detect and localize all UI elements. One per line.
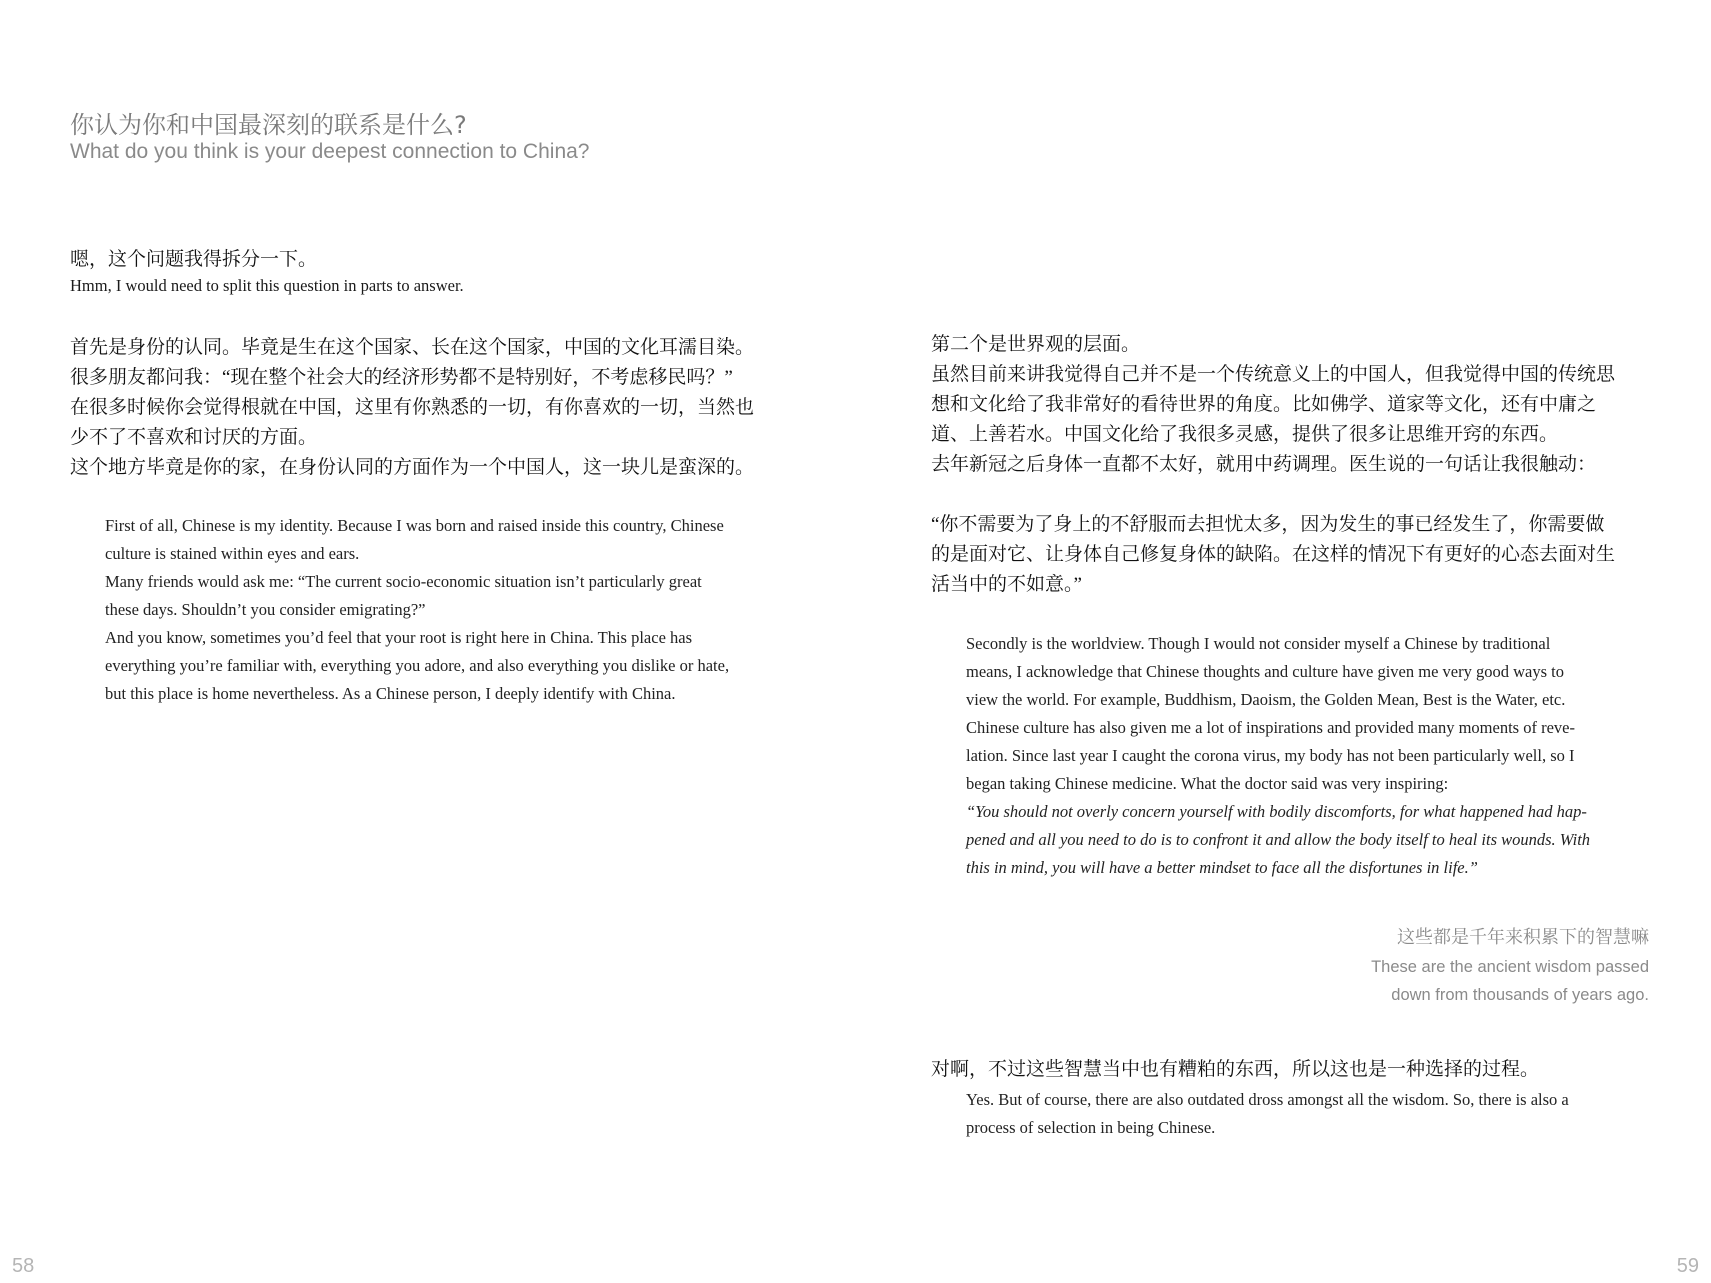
text-line: lation. Since last year I caught the corona virus, my body has not been particularly well, so I (966, 746, 1575, 765)
doctor-quote-english-line: “You should not overly concern yourself with bodily discomforts, for what happened had hap- (966, 802, 1587, 821)
text-line: 去年新冠之后身体一直都不太好，就用中药调理。医生说的一句话让我很触动： (931, 454, 1597, 475)
text-line: everything you’re familiar with, everything you adore, and also everything you dislike or hate, (105, 656, 730, 675)
question-title-chinese: 你认为你和中国最深刻的联系是什么? (70, 111, 467, 139)
text-line: 想和文化给了我非常好的看待世界的角度。比如佛学、道家等文化，还有中庸之 (931, 394, 1597, 415)
text-line: And you know, sometimes you’d feel that your root is right here in China. This place has (105, 628, 693, 647)
closing-answer-chinese: 对啊，不过这些智慧当中也有糟粕的东西，所以这也是一种选择的过程。 (931, 1059, 1540, 1080)
text-line: “你不需要为了身上的不舒服而去担忧太多，因为发生的事已经发生了，你需要做 (931, 514, 1605, 535)
text-line: 第二个是世界观的层面。 (931, 334, 1141, 355)
interviewer-remark-english (1371, 953, 1649, 1009)
text-line: culture is stained within eyes and ears. (105, 544, 360, 563)
doctor-quote-english-line: this in mind, you will have a better mindset to face all the disfortunes in life.” (966, 858, 1478, 877)
doctor-quote-english-line: pened and all you need to do is to confront it and allow the body itself to heal its wounds. With (966, 830, 1591, 849)
text-line: 少不了不喜欢和讨厌的方面。 (70, 427, 318, 448)
question-title-english: What do you think is your deepest connection to China? (70, 140, 590, 163)
interviewer-remark-chinese: 这些都是千年来积累下的智慧嘛 (1397, 927, 1649, 948)
text-line: 首先是身份的认同。毕竟是生在这个国家、长在这个国家，中国的文化耳濡目染。 (70, 337, 755, 358)
text-line: 的是面对它、让身体自己修复身体的缺陷。在这样的情况下有更好的心态去面对生 (931, 544, 1616, 565)
text-line: 虽然目前来讲我觉得自己并不是一个传统意义上的中国人，但我觉得中国的传统思 (931, 364, 1616, 385)
text-line: began taking Chinese medicine. What the doctor said was very inspiring: (966, 774, 1449, 793)
text-line: 活当中的不如意。” (931, 574, 1082, 595)
text-line: 道、上善若水。中国文化给了我很多灵感，提供了很多让思维开窍的东西。 (931, 424, 1559, 445)
interviewer-remark (1371, 923, 1649, 1009)
text-line: process of selection in being Chinese. (966, 1118, 1216, 1137)
worldview-paragraph-english (966, 630, 1590, 882)
doctor-quote-chinese (931, 510, 1615, 600)
text-line: these days. Shouldn’t you consider emigrating?” (105, 600, 426, 619)
text-line: Secondly is the worldview. Though I would not consider myself a Chinese by traditional (966, 634, 1551, 653)
text-line: 在很多时候你会觉得根就在中国，这里有你熟悉的一切，有你喜欢的一切，当然也 (70, 397, 755, 418)
page-number-right: 59 (1676, 1255, 1699, 1277)
text-line: 很多朋友都问我：“现在整个社会大的经济形势都不是特别好，不考虑移民吗？” (70, 367, 733, 388)
text-line: Yes. But of course, there are also outdated dross amongst all the wisdom. So, there is also a (966, 1090, 1569, 1109)
worldview-paragraph-chinese (931, 330, 1615, 480)
intro-answer-english: Hmm, I would need to split this question in parts to answer. (70, 276, 464, 295)
text-line: First of all, Chinese is my identity. Because I was born and raised inside this country, Chinese (105, 516, 724, 535)
closing-answer-english (966, 1086, 1569, 1142)
text-line: down from thousands of years ago. (1391, 986, 1649, 1004)
page-number-left: 58 (12, 1255, 35, 1277)
text-line: but this place is home nevertheless. As a Chinese person, I deeply identify with China. (105, 684, 676, 703)
text-line: view the world. For example, Buddhism, Daoism, the Golden Mean, Best is the Water, etc. (966, 690, 1566, 709)
intro-answer-chinese: 嗯，这个问题我得拆分一下。 (70, 249, 318, 270)
text-line: means, I acknowledge that Chinese thoughts and culture have given me very good ways to (966, 662, 1564, 681)
identity-paragraph-english (105, 512, 729, 708)
text-line: Many friends would ask me: “The current socio-economic situation isn’t particularly great (105, 572, 702, 591)
identity-paragraph-chinese (70, 333, 754, 483)
text-line: 这个地方毕竟是你的家，在身份认同的方面作为一个中国人，这一块儿是蛮深的。 (70, 457, 755, 478)
text-line: Chinese culture has also given me a lot of inspirations and provided many moments of reve- (966, 718, 1575, 737)
text-line: These are the ancient wisdom passed (1371, 958, 1649, 976)
